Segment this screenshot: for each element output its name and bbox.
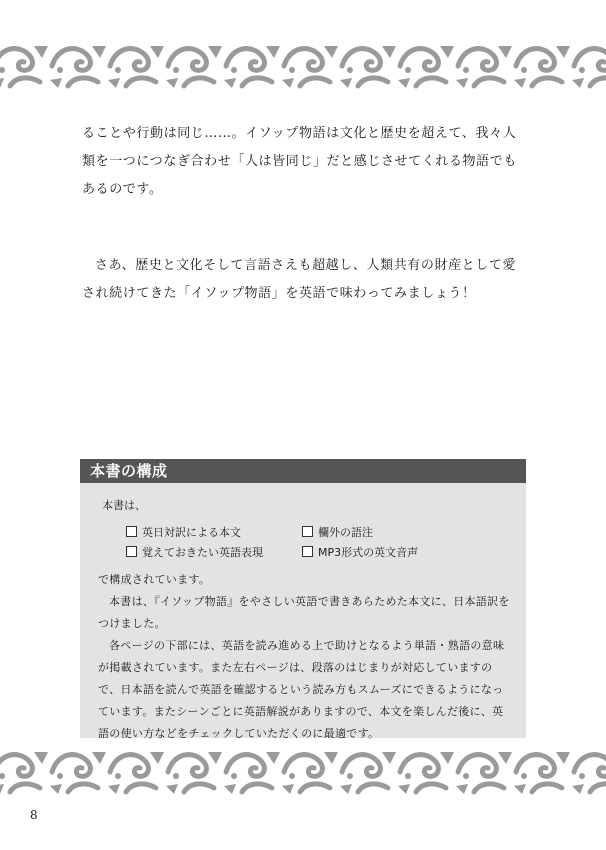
checklist-item xyxy=(126,545,263,561)
section-paragraph-b-text: 本書は、『イソップ物語』をやさしい英語で書きあらためた本文に、日本語訳をつけました。 xyxy=(98,595,510,630)
section-title: 本書の構成 xyxy=(80,459,526,483)
checklist-item-label: 英日対訳による本文 xyxy=(142,526,241,539)
section-box xyxy=(80,483,526,738)
checkbox-icon xyxy=(126,526,137,537)
section-paragraph-a: で構成されています。 xyxy=(98,573,211,586)
checklist-item-label: 欄外の語注 xyxy=(318,526,373,539)
ornamental-border-bottom xyxy=(0,746,606,798)
checklist-item-label: 覚えておきたい英語表現 xyxy=(142,546,263,559)
checklist-item xyxy=(302,525,373,541)
ornamental-border-top xyxy=(0,40,606,92)
checklist-item-label: MP3形式の英文音声 xyxy=(318,546,419,559)
section-intro: 本書は、 xyxy=(102,499,146,512)
body-paragraph-2 xyxy=(82,252,522,308)
body-paragraph-1: ることや行動は同じ……。イソップ物語は文化と歴史を超えて、我々人類を一つにつなぎ合わせ「人は皆同じ」だと感じさせてくれる物語でもあるのです。 xyxy=(82,126,517,197)
body-paragraph-2-text: さあ、歴史と文化そして言語さえも超越し、人類共有の財産として愛され続けてきた「イソップ物語」を英語で味わってみましょう！ xyxy=(82,258,517,301)
section-paragraph-b xyxy=(98,591,512,635)
ornamental-border-icon xyxy=(0,746,606,798)
section-paragraph-c xyxy=(98,635,512,745)
ornamental-border-icon xyxy=(0,40,606,92)
section-paragraph-c-text: 各ページの下部には、英語を読み進める上で助けとなるよう単語・熟語の意味が掲載されています。また左右ページは、段落のはじまりが対応していますので、日本語を読んで英語を確認するという読み方もスムーズにできるようになっています。またシーンごとに英語解説がありますので、本文を楽しんだ後に、英語の使い方などをチェックしていただくのに最適です。 xyxy=(98,639,505,740)
checkbox-icon xyxy=(126,546,137,557)
checklist-item xyxy=(126,525,241,541)
page-number: 8 xyxy=(30,808,38,822)
checkbox-icon xyxy=(302,526,313,537)
checkbox-icon xyxy=(302,546,313,557)
checklist-item xyxy=(302,545,418,561)
